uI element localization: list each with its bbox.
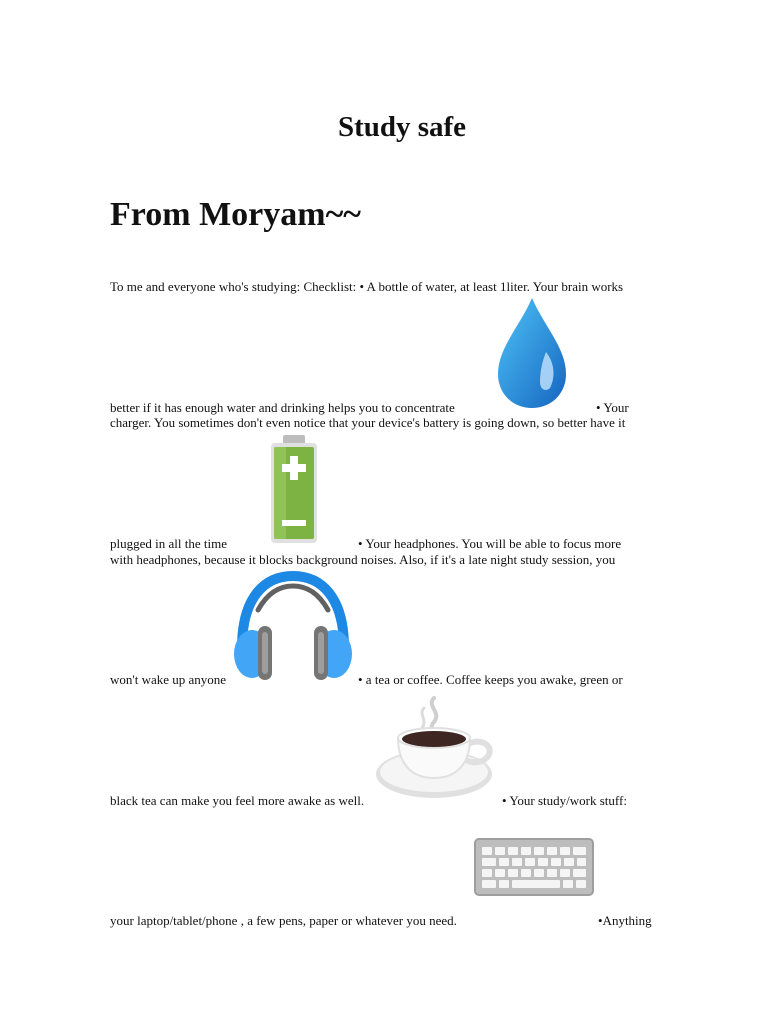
keyboard-icon <box>474 838 594 896</box>
text-line: • Your study/work stuff: <box>502 793 627 808</box>
text-line: •Anything <box>598 913 652 928</box>
droplet-icon <box>494 296 570 410</box>
text-line: with headphones, because it blocks background noises. Also, if it's a late night study session, you <box>110 552 616 567</box>
text-line: • Your <box>596 400 629 415</box>
text-line: won't wake up anyone <box>110 672 227 687</box>
text-line: To me and everyone who's studying: Checklist: • A bottle of water, at least 1liter. Your brain works <box>110 279 624 294</box>
text-line: better if it has enough water and drinking helps you to concentrate <box>110 400 455 415</box>
text-line: plugged in all the time <box>110 536 227 551</box>
text-line: • Your headphones. You will be able to focus more <box>358 536 622 551</box>
document-title: Study safe <box>337 111 467 143</box>
text-line: charger. You sometimes don't even notice that your device's battery is going down, so better have it <box>110 415 626 430</box>
hot-beverage-icon <box>376 692 496 802</box>
document-heading: From Moryam~~ <box>110 196 361 233</box>
text-line: • a tea or coffee. Coffee keeps you awake, green or <box>358 672 623 687</box>
battery-icon <box>268 434 320 546</box>
headphones-icon <box>232 570 354 684</box>
text-line: your laptop/tablet/phone , a few pens, paper or whatever you need. <box>110 913 457 928</box>
text-line: black tea can make you feel more awake as well. <box>110 793 365 808</box>
